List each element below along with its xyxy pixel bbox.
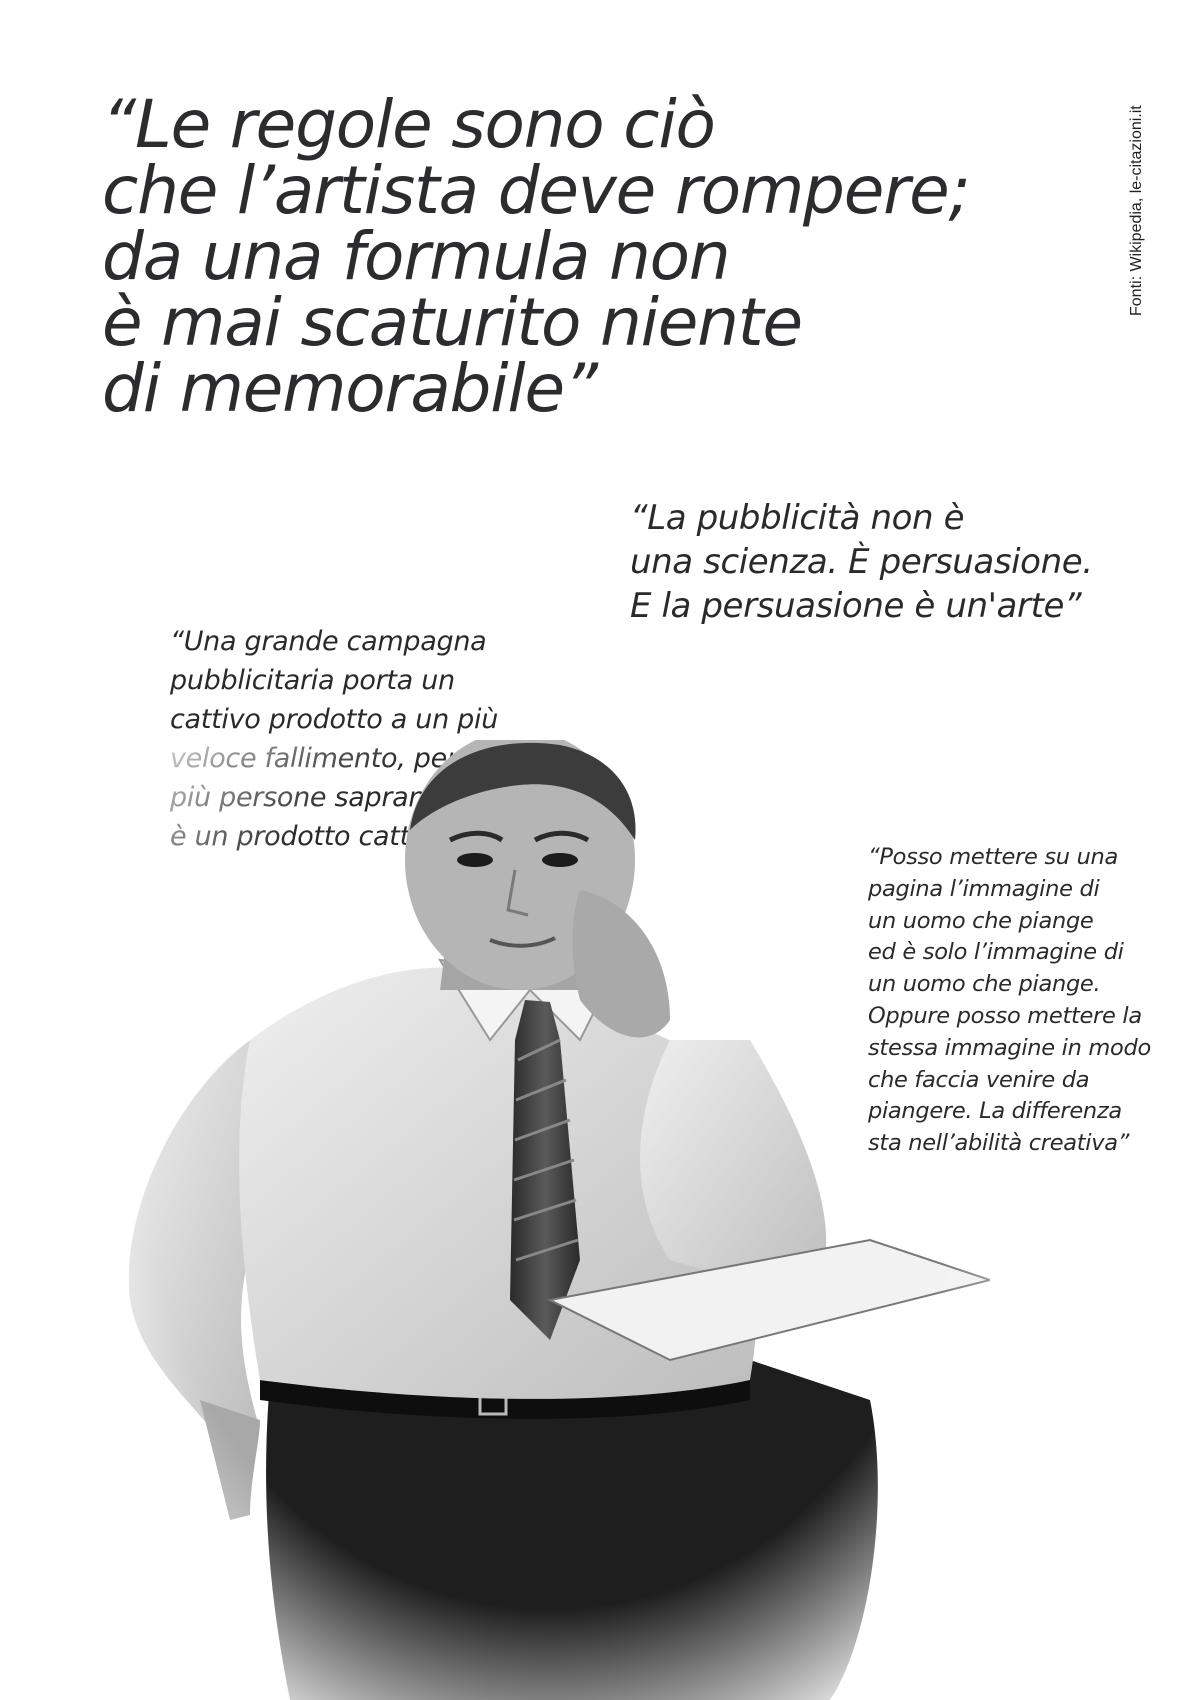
image-quote-line: Oppure posso mettere la — [868, 1002, 1142, 1029]
image-quote-line: sta nell’abilità creativa” — [868, 1130, 1130, 1157]
campaign-quote-line: cattivo prodotto a un più — [170, 704, 499, 735]
portrait-photo — [110, 740, 990, 1700]
campaign-quote-line: “Una grande campagna — [170, 626, 487, 657]
image-quote-line: pagina l’immagine di — [868, 875, 1100, 902]
image-quote-line: ed è solo l’immagine di — [868, 939, 1124, 966]
image-quote-line: stessa immagine in modo — [868, 1034, 1151, 1061]
advertising-quote-line: E la persuasione è un'arte” — [630, 586, 1082, 626]
advertising-quote — [630, 496, 1093, 628]
main-quote-line: da una formula non — [102, 218, 730, 295]
main-quote-line: “Le regole sono ciò — [102, 86, 715, 163]
image-quote-line: che faccia venire da — [868, 1066, 1090, 1093]
advertising-quote-line: “La pubblicità non è — [630, 498, 965, 538]
campaign-quote-line: pubblicitaria porta un — [170, 665, 455, 696]
advertising-quote-line: una scienza. È persuasione. — [630, 542, 1093, 582]
sources-credit: Fonti: Wikipedia, le-citazioni.it — [1128, 105, 1145, 316]
image-quote-line: un uomo che piange — [868, 907, 1094, 934]
main-quote-line: che l’artista deve rompere; — [102, 152, 970, 229]
image-quote-line: “Posso mettere su una — [868, 844, 1118, 870]
image-quote — [868, 842, 1151, 1160]
main-quote-line: è mai scaturito niente — [102, 284, 802, 361]
main-quote-line: di memorabile” — [102, 350, 597, 427]
image-quote-line: piangere. La differenza — [868, 1098, 1122, 1125]
main-quote — [102, 86, 970, 427]
photo-fade-overlay — [110, 740, 990, 1700]
image-quote-line: un uomo che piange. — [868, 971, 1101, 998]
